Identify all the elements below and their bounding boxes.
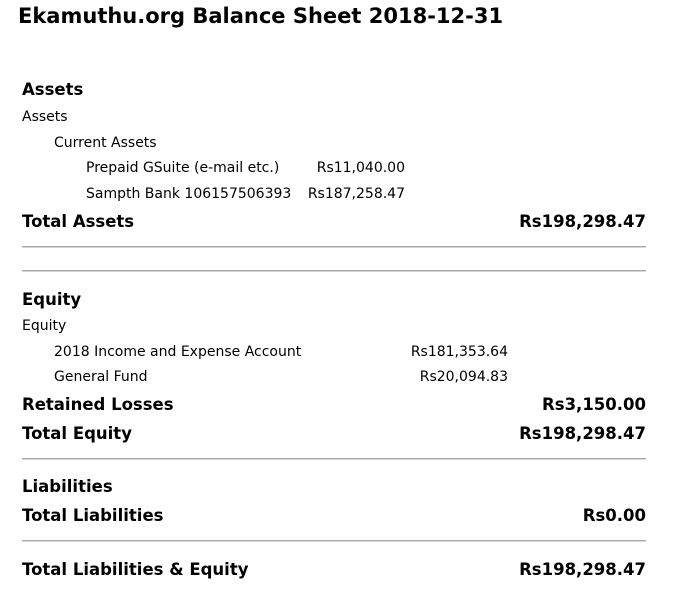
page-title: Ekamuthu.org Balance Sheet 2018-12-31 xyxy=(18,4,504,28)
equity-group-label: Equity xyxy=(22,318,67,334)
equity-item-amount: Rs20,094.83 xyxy=(419,369,508,385)
total-equity-label: Total Equity xyxy=(22,424,132,443)
assets-group-label: Assets xyxy=(22,109,68,125)
grand-total-label: Total Liabilities & Equity xyxy=(22,560,249,579)
total-liabilities-amount: Rs0.00 xyxy=(582,506,646,525)
total-equity-amount: Rs198,298.47 xyxy=(519,424,646,443)
divider xyxy=(22,270,646,272)
equity-item-label: General Fund xyxy=(54,369,148,385)
liabilities-heading: Liabilities xyxy=(22,477,113,496)
total-liabilities-label: Total Liabilities xyxy=(22,506,164,525)
retained-losses-amount: Rs3,150.00 xyxy=(542,395,646,414)
retained-losses-label: Retained Losses xyxy=(22,395,174,414)
divider xyxy=(22,246,646,248)
current-assets-label: Current Assets xyxy=(54,135,157,151)
total-assets-label: Total Assets xyxy=(22,212,135,231)
equity-item-label: 2018 Income and Expense Account xyxy=(54,344,302,360)
equity-heading: Equity xyxy=(22,290,82,309)
asset-item-label: Sampth Bank 106157506393 xyxy=(86,186,292,202)
grand-total-amount: Rs198,298.47 xyxy=(519,560,646,579)
divider xyxy=(22,458,646,460)
asset-item-label: Prepaid GSuite (e-mail etc.) xyxy=(86,160,280,176)
equity-item-amount: Rs181,353.64 xyxy=(410,344,508,360)
assets-heading: Assets xyxy=(22,80,84,99)
asset-item-amount: Rs11,040.00 xyxy=(316,160,405,176)
total-assets-amount: Rs198,298.47 xyxy=(519,212,646,231)
divider xyxy=(22,540,646,542)
asset-item-amount: Rs187,258.47 xyxy=(307,186,405,202)
